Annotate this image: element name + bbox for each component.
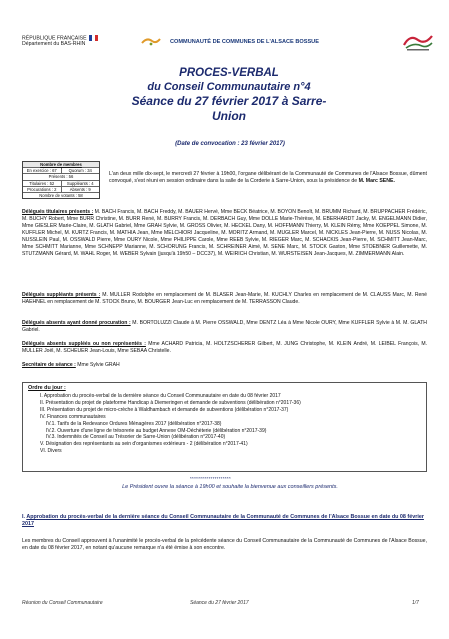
- stats-cell: Présents : 56: [48, 174, 74, 180]
- stats-cell: Nombre de votants : 58: [39, 193, 83, 199]
- convocation-date: (Date de convocation : 23 février 2017): [175, 141, 285, 147]
- section-1-body: Les membres du Conseil approuvent à l'unanimité le procès-verbal de la précédente séance du Conseil Communautaire de la Communauté de Communes de l'Alsace Bossue, en date du 08 février 2017, en notant qu'aucune remarque n'a été émise à son encontre.: [22, 538, 427, 552]
- procuration-text: M. BORTOLUZZI Claude à M. Pierre OSSWALD, Mme DENTZ Léa à Mme Nicole OURY, Mme KUFFLER Sylvie à M. M. GLATH Gabriel.: [22, 320, 427, 333]
- secretaire-label: Secrétaire de séance :: [22, 362, 76, 368]
- title-line-council: du Conseil Communautaire n°4: [147, 81, 311, 93]
- section-1-heading: [22, 514, 427, 528]
- secretaire-text: Mme Sylvie GRAH: [75, 362, 120, 368]
- separator-stars: ********************: [190, 476, 232, 481]
- stats-cell: Absents : 9: [61, 187, 100, 192]
- suppleants-label: Délégués suppléants présents :: [22, 292, 101, 298]
- agenda-subitem: IV.3. Indemnités de Conseil au Trésorier de Sarre-Union (délibération n°2017-40): [46, 434, 226, 441]
- intro-paragraph: [109, 171, 427, 185]
- intro-text: L'an deux mille dix-sept, le mercredi 27 février à 19h00, l'organe délibérant de la Communauté de Communes de l'Alsace Bossue, dûment convoqué, s'est réuni en session ordinaire dans la salle de la Corderie à Sarre-Union, sous la présidence de: [109, 171, 427, 184]
- section-1-title: Approbation du procès-verbal de la dernière séance du Conseil Communautaire de la Communauté de Communes de l'Alsace Bossue en date du 08 février 2017: [22, 514, 424, 528]
- agenda-box: [22, 382, 427, 472]
- suppleants-paragraph: [22, 292, 427, 306]
- stats-cell: En exercice : 67: [26, 168, 57, 174]
- absents-text: Mme ACHARD Patricia, M. HOLTZSCHERER Gilbert, M. JUNG Christophe, M. KLEIN André, M. LEIBEL François, M. MULLER Joël, M. SCHEUER Jean-Louis, Mme SEBAA Christelle.: [22, 341, 427, 354]
- footer-center: Séance du 27 février 2017: [190, 600, 249, 606]
- agenda-subitem: IV.1. Tarifs de la Redevance Ordures Ménagères 2017 (délibération n°2017-38): [46, 420, 222, 427]
- titulaires-text: M. BACH Francis, M. BACH Freddy, M. BAUER Hervé, Mme BECK Béatrice, M. BOYON Benoît, M. BRUMM Richard, M. BRUPPACHER Frédéric, M. BUCHY Robert, Mme BURR Christine, M. BURR René, M. BURRY Francis, M. DERBACH Guy, Mme DOLLE Marie-Thérèse, M. EBERHARDT Jacky, M. ENGELMANN Didier, Mme GIESLER Marie-Claire, M. GLATH Gabriel, Mme GRAH Sylvie, M. GROSS Olivier, M. HECKEL Dany, M. HOFFMANN Thierry, M. KLEIN Rémy, Mme KOEPPEL Simone, M. KUFFLER Michel, M. KURTZ Francis, M. MATHIA Jean, Mme MELCHIORI Jacqueline, M. MORITZ Armand, M. MUGLER Marcel, M. NICKLES Jean-Pierre, M. NUSS Nicolas, M. NUSSLEIN Paul, M. OSSWALD Pierre, Mme OURY Nicole, Mme PHILIPPE Carole, Mme REEB Sylvie, M. RIEGER Marc, M. SCHACKIS Jean-Pierre, M. SCHMITT Jean-Marc, Mme SCHMITT Marianne, Mme SCHNEPP Marianne, M. SCHORUNG Francis, M. SCHREINER Aimé, M. SENE Marc, M. STOCK Gaston, Mme STOEBNER Guillemette, M. STUTZMANN Gérard, M. WAHL Roger, M. WEBER Sylvain (jusqu'à 19h50 – DCC37), M. WEIRICH Christian, M. WURSTEISEN Jean-Jacques, M. ZIMMERMANN Alain.: [22, 209, 427, 257]
- agenda-item: II. Présentation du projet de plateforme Handicap à Diemeringen et demande de subventions (délibération n°2017-36): [40, 399, 301, 406]
- agenda-subitem: IV.2. Ouverture d'une ligne de trésorerie au budget Annexe OM-Déchèterie (délibération n°2017-39): [46, 427, 267, 434]
- footer-left: Réunion du Conseil Communautaire: [22, 600, 103, 606]
- absents-paragraph: [22, 341, 427, 355]
- french-flag-icon: [89, 35, 98, 41]
- agenda-item: IV. Finances communautaires: [40, 413, 106, 420]
- procuration-paragraph: [22, 320, 427, 334]
- community-logo-icon: [140, 35, 162, 47]
- community-header-title: COMMUNAUTÉ DE COMMUNES DE L'ALSACE BOSSUE: [170, 39, 319, 45]
- alsace-bossue-logo-icon: [401, 30, 435, 52]
- opening-statement: Le Président ouvre la séance à 19h00 et souhaite la bienvenue aux conseillers présents.: [122, 484, 338, 490]
- stats-cell: Quorum : 34: [61, 168, 100, 173]
- president-name: M. Marc SENE.: [358, 178, 395, 184]
- procuration-label: Délégués absents ayant donné procuration :: [22, 320, 131, 326]
- agenda-list: [40, 393, 301, 455]
- stats-heading: Nombre de membres: [40, 162, 82, 167]
- stats-cell: Procurations : 2: [27, 186, 57, 192]
- agenda-item: VI. Divers: [40, 448, 62, 455]
- republic-label: RÉPUBLIQUE FRANÇAISE: [22, 35, 87, 42]
- title-line-pv: PROCES-VERBAL: [179, 67, 279, 79]
- stats-cell: Suppléants : 4: [61, 181, 100, 186]
- page-number: 1/7: [412, 600, 419, 606]
- republic-header: [22, 35, 98, 47]
- secretaire-paragraph: [22, 362, 427, 369]
- section-1-number: I.: [22, 514, 25, 520]
- agenda-item: I. Approbation du procès-verbal de la dernière séance du Conseil Communautaire en date du 08 février 2017: [40, 393, 281, 399]
- members-stats-table: [22, 161, 100, 199]
- department-label: Département du BAS-RHIN: [22, 41, 86, 48]
- titulaires-label: Délégués titulaires présents :: [22, 209, 94, 215]
- document-title: [120, 66, 338, 124]
- suppleants-text: M. MULLER Rodolphe en remplacement de M. BLASER Jean-Marie, M. KUCHLY Charles en remplacement de M. CLAUSS Marc, M. René HAEHNEL en remplacement de M. STOCK Bruno, M. BOURGER Jean-Luc en remplacement de M. TERRASSON Claude.: [22, 292, 428, 305]
- agenda-item: III. Présentation du projet de micro-crèche à Waldhambach et demande de subventions (délibération n°2017-37): [40, 406, 289, 413]
- title-line-session: Séance du 27 février 2017 à Sarre-Union: [131, 94, 327, 123]
- agenda-item: V. Désignation des représentants au sein d'organismes extérieurs - 2 (délibération n°2017-41): [40, 441, 248, 448]
- titulaires-paragraph: [22, 209, 427, 258]
- agenda-title: Ordre du jour :: [28, 385, 66, 391]
- stats-cell: Titulaires : 52: [29, 180, 55, 186]
- absents-label: Délégués absents suppléés ou non représentés :: [22, 341, 146, 347]
